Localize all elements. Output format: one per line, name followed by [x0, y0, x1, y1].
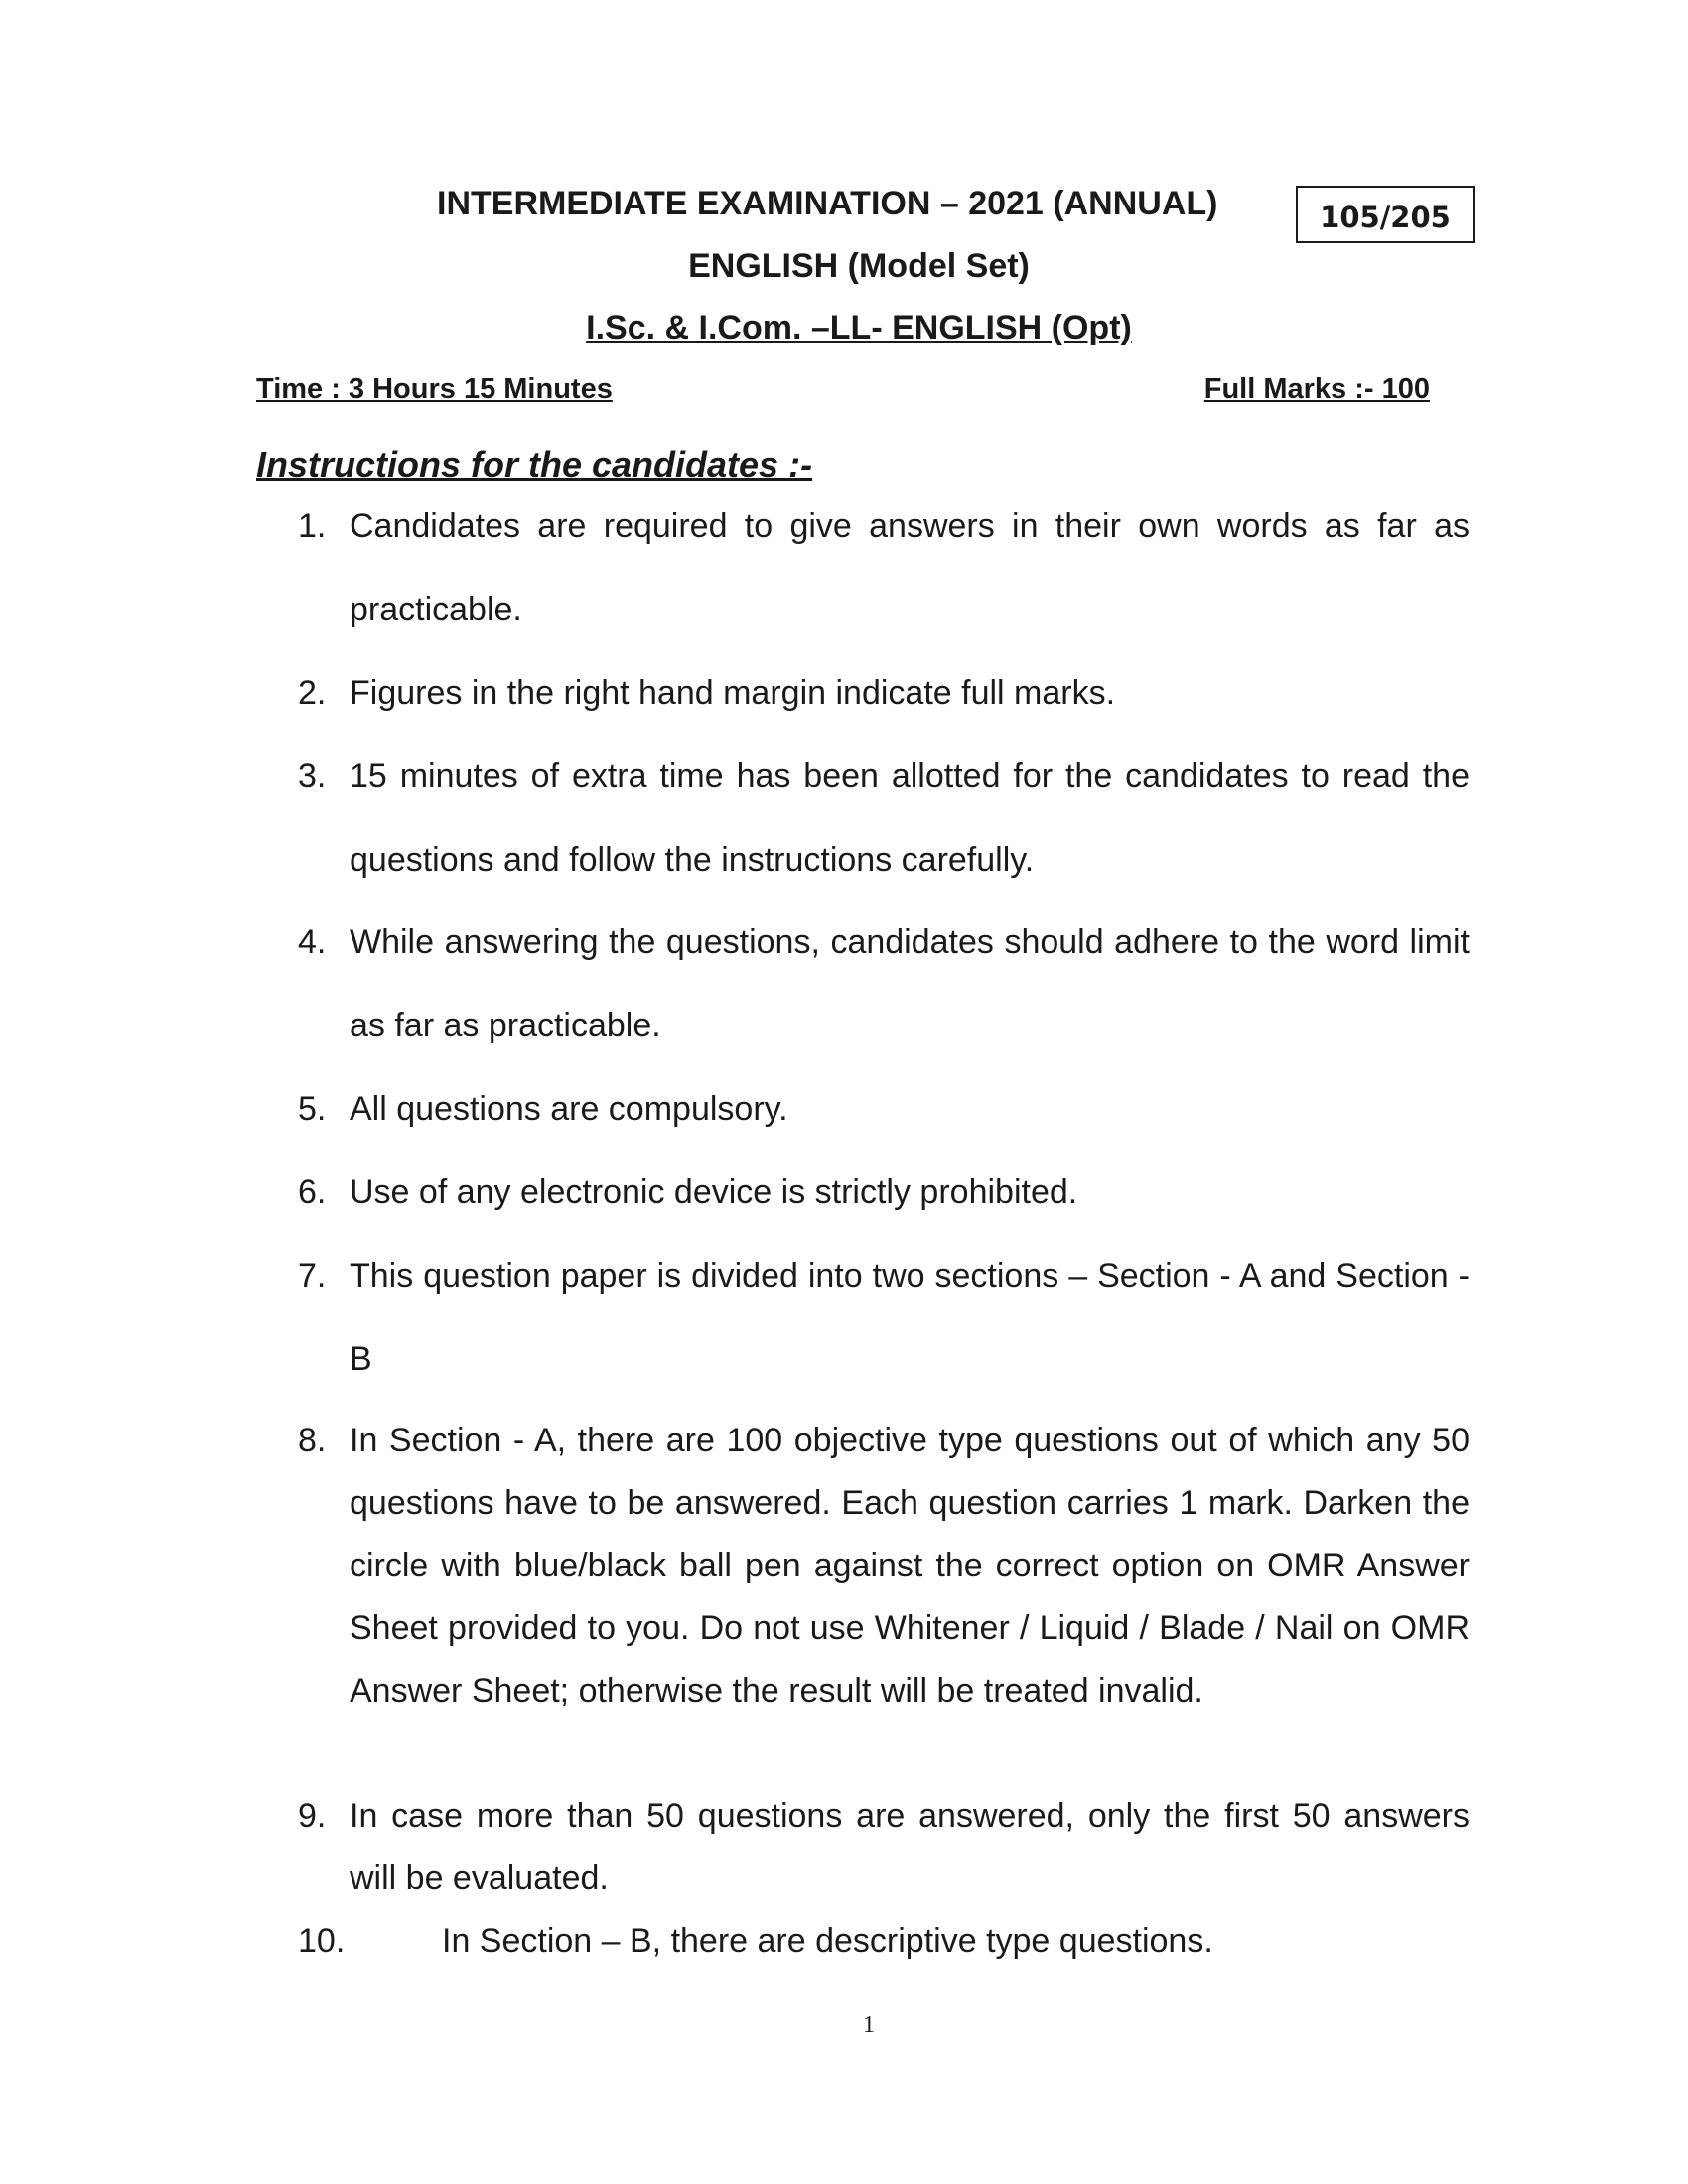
stream-title: I.Sc. & I.Com. –LL- ENGLISH (Opt): [586, 309, 1132, 346]
instruction-item-6: [298, 1151, 1470, 1234]
instruction-number: 10.: [298, 1922, 346, 1960]
instruction-item-10: [298, 1910, 1470, 1973]
instruction-item-4: [298, 900, 1470, 1067]
instructions-heading: Instructions for the candidates :-: [256, 444, 813, 484]
exam-title: INTERMEDIATE EXAMINATION – 2021 (ANNUAL): [437, 185, 1218, 222]
full-marks: Full Marks :- 100: [1203, 373, 1430, 405]
instruction-number: 1.: [298, 507, 327, 545]
instruction-item-5: [298, 1067, 1470, 1151]
instruction-item-8: [298, 1410, 1470, 1722]
instruction-item-7: [298, 1234, 1470, 1401]
subject-title: ENGLISH (Model Set): [688, 247, 1030, 285]
instruction-text: Candidates are required to give answers in their own words as far as practicable.: [350, 507, 1470, 628]
instruction-number: 4.: [298, 923, 327, 961]
instruction-number: 5.: [298, 1090, 327, 1128]
instruction-item-3: [298, 735, 1470, 901]
instruction-number: 8.: [298, 1422, 327, 1459]
instruction-text: All questions are compulsory.: [350, 1090, 788, 1128]
instruction-text: While answering the questions, candidates should adhere to the word limit as far as practicable.: [350, 923, 1470, 1044]
instruction-text: In case more than 50 questions are answered, only the first 50 answers will be evaluated.: [350, 1797, 1470, 1897]
instruction-number: 9.: [298, 1797, 327, 1835]
instruction-item-1: [298, 484, 1470, 651]
instruction-text: Use of any electronic device is strictly prohibited.: [350, 1173, 1078, 1211]
instruction-text: In Section - A, there are 100 objective type questions out of which any 50 questions have to be answered. Each question carries 1 mark. Darken the circle with blue/black ball pen against the correct option on OMR Answer Sheet provided to you. Do not use Whitener / Liquid / Blade / Nail on OMR Answer Sheet; otherwise the result will be treated invalid.: [350, 1422, 1470, 1709]
instruction-number: 2.: [298, 674, 327, 712]
instruction-text: In Section – B, there are descriptive type questions.: [442, 1922, 1213, 1960]
instruction-text: Figures in the right hand margin indicate full marks.: [350, 674, 1116, 712]
instruction-number: 6.: [298, 1173, 327, 1211]
instruction-item-2: [298, 651, 1470, 735]
page-number: 1: [863, 2012, 875, 2038]
instruction-number: 7.: [298, 1257, 327, 1295]
paper-code-box: 105/205: [1296, 186, 1475, 243]
instruction-number: 3.: [298, 757, 327, 795]
instruction-text: This question paper is divided into two sections – Section - A and Section - B: [350, 1257, 1470, 1378]
time-allowed: Time : 3 Hours 15 Minutes: [256, 373, 613, 405]
instruction-item-9: [298, 1785, 1470, 1910]
instruction-text: 15 minutes of extra time has been allotted for the candidates to read the questions and follow the instructions carefully.: [350, 757, 1470, 879]
